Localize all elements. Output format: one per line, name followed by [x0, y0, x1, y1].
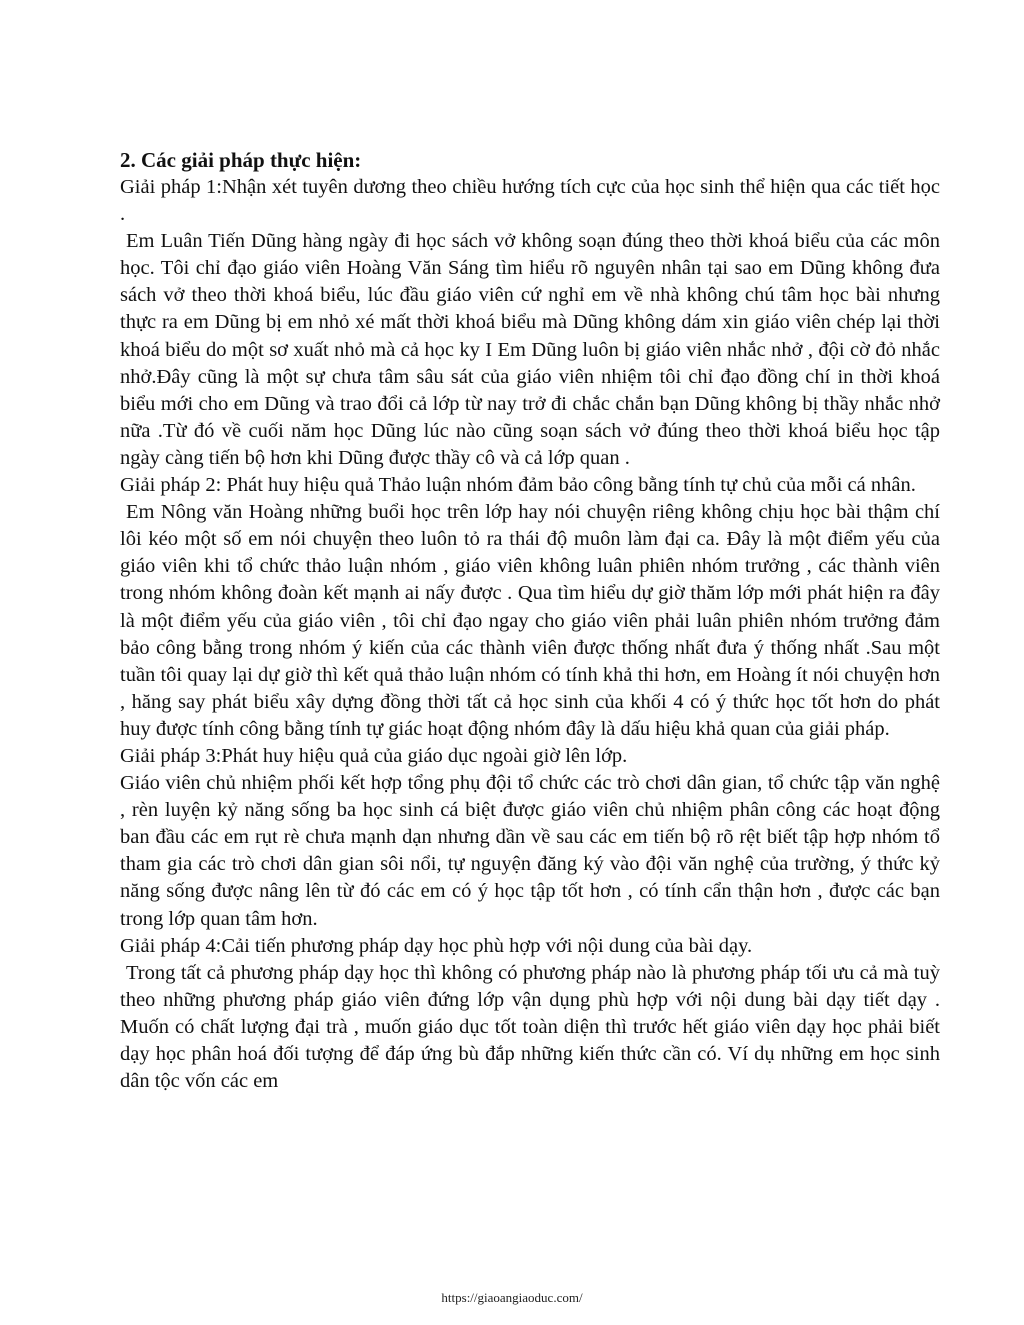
document-body [120, 147, 940, 1095]
solution-1-body: Em Luân Tiến Dũng hàng ngày đi học sách vở không soạn đúng theo thời khoá biểu của các môn học. Tôi chỉ đạo giáo viên Hoàng Văn Sáng tìm hiểu rõ nguyên nhân tại sao em Dũng không đưa sách vở theo thời khoá biểu, lúc đầu giáo viên cứ nghỉ em về nhà không chú tâm học bài nhưng thực ra em Dũng bị em nhỏ xé mất thời khoá biểu mà Dũng không dám xin giáo viên chép lại thời khoá biểu do một sơ xuất nhỏ mà cả học ky I Em Dũng luôn bị giáo viên nhắc nhở , đội cờ đỏ nhắc nhở.Đây cũng là một sự chưa tâm sâu sát của giáo viên nhiệm tôi chỉ đạo đồng chí in thời khoá biểu mới cho em Dũng và trao đổi cả lớp từ nay trở đi chắc chắn bạn Dũng không bị thầy nhắc nhở nữa .Từ đó về cuối năm học Dũng lúc nào cũng soạn sách vở đúng theo thời khoá biểu học tập ngày càng tiến bộ hơn khi Dũng được thầy cô và cả lớp quan . [120, 230, 940, 469]
solution-1-title: Giải pháp 1:Nhận xét tuyên dương theo chiều hướng tích cực của học sinh thể hiện qua các tiết học . [120, 176, 940, 226]
solution-4-body: Trong tất cả phương pháp dạy học thì không có phương pháp nào là phương pháp tối ưu cả mà tuỳ theo những phương pháp giáo viên đứng lớp vận dụng phù hợp với nội dung bài dạy tiết dạy . Muốn có chất lượng đại trà , muốn giáo dục tốt toàn diện thì trước hết giáo viên dạy học phải biết dạy học phân hoá đối tượng để đáp ứng bù đắp những kiến thức cần có. Ví dụ những em học sinh dân tộc vốn các em [120, 961, 940, 1093]
footer-url: https://giaoangiaoduc.com/ [441, 1290, 583, 1305]
solution-2-body: Em Nông văn Hoàng những buổi học trên lớp hay nói chuyện riêng không chịu học bài thậm chí lôi kéo một số em nói chuyện theo luôn tỏ ra thái độ muôn làm đại ca. Đây là một điểm yếu của giáo viên khi tổ chức thảo luận nhóm , giáo viên không luân phiên nhóm trưởng , các thành viên trong nhóm không đoàn kết mạnh ai nấy được . Qua tìm hiểu dự giờ thăm lớp mới phát hiện ra đây là một điểm yếu của giáo viên , tôi chỉ đạo ngay cho giáo viên phải luân phiên nhóm trưởng đảm bảo công bằng trong nhóm ý kiến của các thành viên được thống nhất đưa ý thống nhất .Sau một tuần tôi quay lại dự giờ thì kết quả thảo luận nhóm có tính khả thi hơn, em Hoàng ít nói chuyện hơn , hăng say phát biểu xây dựng đồng thời tất cả học sinh của khối 4 có ý thức học tốt hơn do phát huy được tính công bằng tính tự giác hoạt động nhóm đây là dấu hiệu khả quan của giải pháp. [120, 501, 940, 740]
solution-4-title: Giải pháp 4:Cải tiến phương pháp dạy học phù hợp với nội dung của bài dạy. [120, 934, 753, 957]
solution-3-body: Giáo viên chủ nhiệm phối kết hợp tổng phụ đội tổ chức các trò chơi dân gian, tổ chức tập văn nghệ , rèn luyện kỷ năng sống ba học sinh cá biệt được giáo viên chủ nhiệm phân công các hoạt động ban đầu các em rụt rè chưa mạnh dạn nhưng dần về sau các em tiến bộ rõ rệt biết tập hợp nhóm tổ tham gia các trò chơi dân gian sôi nổi, tự nguyện đăng ký vào đội văn nghệ của trường, ý thức kỷ năng sống được nâng lên từ đó các em có ý học tập tốt hơn , có tính cẩn thận hơn , được các bạn trong lớp quan tâm hơn. [120, 772, 940, 930]
section-heading: 2. Các giải pháp thực hiện: [120, 148, 362, 172]
solution-3-title: Giải pháp 3:Phát huy hiệu quả của giáo dục ngoài giờ lên lớp. [120, 744, 628, 767]
solution-2-title: Giải pháp 2: Phát huy hiệu quả Thảo luận nhóm đảm bảo công bằng tính tự chủ của mỗi cá nhân. [120, 474, 916, 497]
